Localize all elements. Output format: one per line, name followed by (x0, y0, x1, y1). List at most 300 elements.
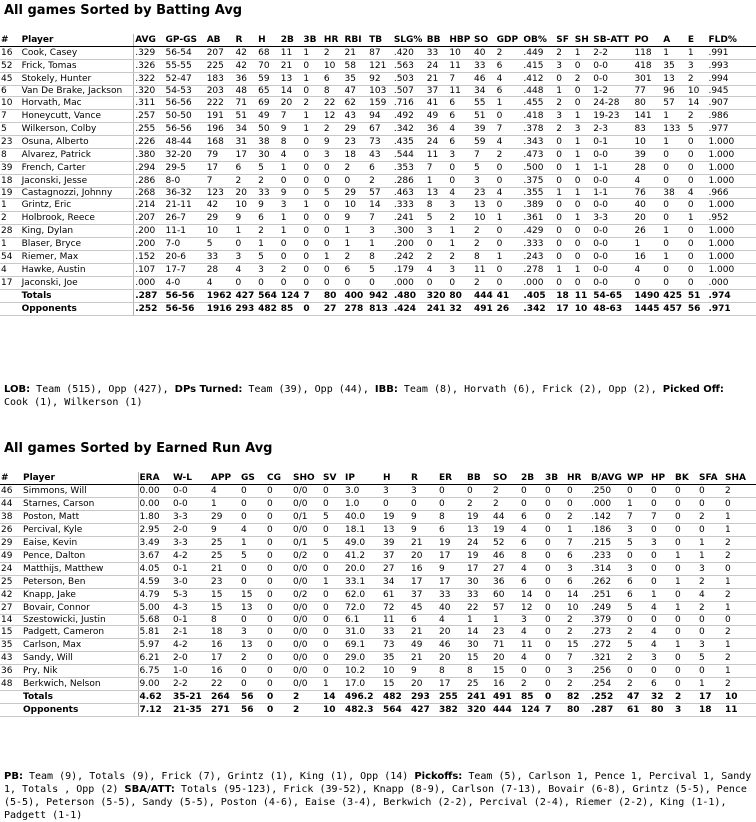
batting-cell: 7 (368, 212, 393, 225)
batting-cell: 8 (0, 149, 21, 162)
batting-cell: 56-54 (165, 47, 206, 60)
batting-cell: 0-0 (592, 199, 633, 212)
pitching-cell: 0 (566, 485, 590, 498)
pitching-header-cell: ER (438, 472, 466, 485)
batting-cell: 121 (368, 60, 393, 73)
batting-cell: 1 (280, 225, 303, 238)
pitching-cell: 33 (382, 626, 410, 639)
pitching-cell: 5 (626, 537, 650, 550)
batting-header-cell: R (234, 34, 257, 47)
batting-cell: 141 (633, 110, 662, 123)
batting-cell: 14 (687, 97, 708, 110)
batting-cell: 22 (323, 97, 344, 110)
batting-cell: 4-0 (165, 277, 206, 290)
pitching-cell: 0 (240, 498, 266, 511)
batting-cell: 77 (633, 86, 662, 97)
pickoff-text: Cook (1), Wilkerson (1) (4, 397, 143, 408)
batting-cell: 34 (234, 123, 257, 136)
pitching-cell: 4 (520, 524, 544, 537)
batting-cell: 6 (496, 86, 523, 97)
pitching-cell: 40 (438, 602, 466, 615)
pitching-cell: 0 (240, 576, 266, 589)
pitching-cell: 0 (520, 485, 544, 498)
batting-cell: 1 (280, 212, 303, 225)
pitching-cell: 1.0 (344, 498, 382, 511)
batting-cell: .952 (707, 212, 756, 225)
pitching-cell: 0 (544, 589, 566, 602)
batting-cell: 19-23 (592, 110, 633, 123)
lob-label: LOB: (4, 384, 31, 395)
batting-cell: .268 (134, 188, 165, 199)
pitching-cell: Berkwich, Nelson (22, 678, 138, 691)
batting-cell: 0 (496, 162, 523, 175)
pitching-cell: 1 (724, 665, 756, 678)
batting-cell: 427 (234, 290, 257, 303)
batting-cell: 36 (426, 123, 449, 136)
batting-cell: 47 (343, 86, 368, 97)
pitching-cell: 491 (492, 691, 520, 704)
batting-cell: 0 (496, 225, 523, 238)
pitching-cell: 5 (322, 537, 344, 550)
pitching-row (0, 563, 756, 576)
batting-cell: 0 (323, 225, 344, 238)
batting-cell: 10 (0, 97, 21, 110)
pitching-cell: 0/0 (292, 524, 322, 537)
batting-cell: 16 (0, 47, 21, 60)
batting-cell: 46 (473, 73, 496, 86)
pitching-cell: 2 (626, 678, 650, 691)
batting-cell: 457 (662, 303, 687, 316)
pitching-cell: 3.0 (344, 485, 382, 498)
pitching-cell: 1 (698, 678, 724, 691)
batting-cell: 0 (302, 225, 323, 238)
pitching-cell: 0 (266, 589, 292, 602)
pitching-cell: 0 (698, 524, 724, 537)
batting-cell: 69 (257, 97, 280, 110)
batting-cell: 2 (496, 149, 523, 162)
pitching-cell: 5 (698, 652, 724, 665)
batting-cell: 87 (368, 47, 393, 60)
pitching-cell: 0 (650, 498, 674, 511)
pitching-cell: Pry, Nik (22, 665, 138, 678)
batting-cell: 37 (426, 86, 449, 97)
batting-cell: 0 (555, 251, 574, 264)
pitching-cell: 12 (520, 602, 544, 615)
batting-cell: 2 (555, 123, 574, 136)
batting-cell: .226 (134, 136, 165, 149)
batting-cell: 159 (368, 97, 393, 110)
batting-cell: .242 (393, 251, 426, 264)
batting-cell: 2 (473, 238, 496, 251)
pitching-cell: 27 (382, 563, 410, 576)
pitching-cell: .249 (590, 602, 626, 615)
pitching-cell: 49 (0, 550, 22, 563)
batting-cell: 21 (426, 73, 449, 86)
pitching-cell: Simmons, Will (22, 485, 138, 498)
pitching-cell: 0 (674, 511, 698, 524)
pitching-cell: 0 (544, 626, 566, 639)
batting-cell: 28 (206, 264, 235, 277)
batting-cell: .435 (393, 136, 426, 149)
batting-cell: 18 (555, 290, 574, 303)
batting-cell: 3 (555, 60, 574, 73)
pitching-cell: 2 (698, 576, 724, 589)
pitching-cell: Bovair, Connor (22, 602, 138, 615)
pitching-cell: 37 (410, 589, 438, 602)
pitching-cell: 0 (674, 652, 698, 665)
batting-cell: .326 (134, 60, 165, 73)
batting-cell: 0 (687, 277, 708, 290)
batting-cell: 0-0 (592, 251, 633, 264)
pitching-cell: 3 (626, 524, 650, 537)
pickoff-label: Picked Off: (662, 384, 724, 395)
batting-cell: 48 (234, 86, 257, 97)
pitching-cell: Starnes, Carson (22, 498, 138, 511)
pitching-cell: 80 (566, 704, 590, 717)
batting-cell: .448 (522, 86, 555, 97)
batting-notes: LOB: Team (515), Opp (427), DPs Turned: Team (39), Opp (44), IBB: Team (8), Horvath (6), Frick (2), Opp (2), Picked Off: Cook (1), Wilkerson (1) (4, 384, 724, 408)
batting-cell: .424 (393, 303, 426, 316)
batting-header-cell: A (662, 34, 687, 47)
batting-cell: 0-0 (592, 149, 633, 162)
pitching-cell: 7 (544, 704, 566, 717)
batting-cell: .412 (522, 73, 555, 86)
batting-cell: 51 (234, 110, 257, 123)
batting-cell: 1 (302, 110, 323, 123)
batting-cell: 0 (302, 60, 323, 73)
pitching-cell: 3-3 (172, 511, 210, 524)
batting-cell: 4 (633, 264, 662, 277)
batting-cell: 0 (662, 264, 687, 277)
pitching-cell: 5.97 (138, 639, 172, 652)
batting-cell: 2 (555, 47, 574, 60)
pitching-cell: 21-35 (172, 704, 210, 717)
pitching-cell: 15 (240, 589, 266, 602)
batting-cell: 1.000 (707, 238, 756, 251)
batting-cell: 54 (0, 251, 21, 264)
pitching-cell: 0 (240, 563, 266, 576)
pitching-cell: .142 (590, 511, 626, 524)
batting-table (0, 34, 756, 316)
batting-cell: 4 (0, 264, 21, 277)
batting-cell: 2 (473, 277, 496, 290)
batting-row (0, 47, 756, 60)
pitching-row (0, 537, 756, 550)
pitching-cell: 0/0 (292, 678, 322, 691)
batting-cell: 2 (234, 175, 257, 188)
batting-cell: 27 (323, 303, 344, 316)
pitching-cell: 0 (674, 537, 698, 550)
pitching-cell: 5 (240, 550, 266, 563)
pitching-cell: 25 (466, 678, 492, 691)
batting-cell: 32 (448, 303, 473, 316)
pitching-cell: 0/0 (292, 652, 322, 665)
batting-cell: 49 (257, 110, 280, 123)
pitching-cell: 61 (382, 589, 410, 602)
pitching-cell: 19 (382, 511, 410, 524)
batting-cell: 10 (633, 136, 662, 149)
batting-cell: 8 (426, 199, 449, 212)
pitching-cell: 11 (520, 639, 544, 652)
pitching-row (0, 678, 756, 691)
pitching-cell: 0 (266, 485, 292, 498)
batting-cell: 67 (368, 123, 393, 136)
pitching-cell: 9 (410, 665, 438, 678)
pitching-cell: 9 (410, 524, 438, 537)
pitching-cell: 41.2 (344, 550, 382, 563)
batting-cell: 0 (302, 86, 323, 97)
pitching-cell: 0 (266, 665, 292, 678)
pitching-cell: Szestowicki, Justin (22, 615, 138, 626)
batting-cell: 6 (234, 162, 257, 175)
batting-cell: 293 (234, 303, 257, 316)
batting-cell: .287 (134, 290, 165, 303)
pitching-cell: 0 (626, 665, 650, 678)
batting-header-cell: SB-ATT (592, 34, 633, 47)
batting-cell: .200 (134, 225, 165, 238)
pitching-cell: .262 (590, 576, 626, 589)
pitching-cell: 15 (566, 639, 590, 652)
batting-cell: 10 (687, 86, 708, 97)
batting-cell: 8 (323, 86, 344, 97)
batting-cell: 10 (448, 47, 473, 60)
batting-cell: .994 (707, 73, 756, 86)
batting-cell: 278 (343, 303, 368, 316)
batting-cell: 1 (687, 212, 708, 225)
pitching-cell: 72 (382, 602, 410, 615)
batting-cell: 0 (574, 238, 593, 251)
batting-cell: .179 (393, 264, 426, 277)
batting-cell: 0 (662, 149, 687, 162)
batting-cell: 813 (368, 303, 393, 316)
batting-cell: 36-32 (165, 188, 206, 199)
pitching-cell: 17 (410, 576, 438, 589)
pitching-cell: 37 (382, 550, 410, 563)
batting-cell: 55-55 (165, 60, 206, 73)
pitching-cell: 0 (724, 563, 756, 576)
batting-cell: Castagnozzi, Johnny (21, 188, 134, 199)
batting-cell: 207 (206, 47, 235, 60)
pitching-header-cell: GS (240, 472, 266, 485)
pitching-cell: 0 (674, 626, 698, 639)
pitching-cell: .252 (590, 691, 626, 704)
batting-cell: 0 (280, 251, 303, 264)
batting-cell: 191 (206, 110, 235, 123)
batting-cell: 0 (687, 264, 708, 277)
pitching-cell: 6 (566, 576, 590, 589)
batting-cell: 1.000 (707, 175, 756, 188)
pitching-cell: 6.21 (138, 652, 172, 665)
batting-cell: 3 (257, 264, 280, 277)
batting-header-cell: OB% (522, 34, 555, 47)
pitching-cell: 1 (492, 615, 520, 626)
batting-row (0, 86, 756, 97)
pitching-cell: .254 (590, 678, 626, 691)
pitching-cell: 0.00 (138, 498, 172, 511)
pitching-table (0, 472, 756, 717)
pitching-cell: 33 (438, 589, 466, 602)
pitching-cell: 4 (650, 626, 674, 639)
batting-cell: 52 (0, 60, 21, 73)
batting-cell: 1 (633, 238, 662, 251)
pitching-cell: 1 (466, 615, 492, 626)
batting-cell: 564 (257, 290, 280, 303)
batting-cell: 2 (426, 251, 449, 264)
batting-cell: 4 (633, 175, 662, 188)
pitching-cell: 34 (382, 576, 410, 589)
batting-cell: Van De Brake, Jackson (21, 86, 134, 97)
pitching-cell: 2-1 (172, 626, 210, 639)
batting-cell: 9 (280, 188, 303, 199)
batting-cell: 4 (496, 136, 523, 149)
batting-cell: 0-0 (592, 73, 633, 86)
pitching-cell: .256 (590, 665, 626, 678)
batting-cell: .343 (522, 136, 555, 149)
pitching-cell: 4-3 (172, 602, 210, 615)
batting-cell: 6 (323, 73, 344, 86)
pitching-cell: .321 (590, 652, 626, 665)
batting-cell: 0 (662, 212, 687, 225)
batting-cell: 3-3 (592, 212, 633, 225)
pitching-cell: 85 (520, 691, 544, 704)
batting-cell: 5 (257, 162, 280, 175)
pitching-cell: 46 (438, 639, 466, 652)
batting-cell: 0 (555, 73, 574, 86)
batting-cell: 20-6 (165, 251, 206, 264)
pitching-cell: 44 (0, 498, 22, 511)
pitching-cell: 1 (724, 524, 756, 537)
pitching-cell: Knapp, Jake (22, 589, 138, 602)
batting-cell: .405 (522, 290, 555, 303)
pitching-cell: 1 (674, 602, 698, 615)
pitching-row (0, 550, 756, 563)
pitching-cell: 0 (322, 639, 344, 652)
pitching-cell: 241 (466, 691, 492, 704)
batting-cell: 43 (368, 149, 393, 162)
batting-cell: 21 (280, 60, 303, 73)
batting-header-cell: HR (323, 34, 344, 47)
batting-cell: 83 (633, 123, 662, 136)
batting-cell: 2 (574, 73, 593, 86)
pitching-cell: 0 (322, 485, 344, 498)
pitching-header-cell: SHA (724, 472, 756, 485)
batting-cell: 11 (473, 264, 496, 277)
pitching-cell: 9 (410, 511, 438, 524)
batting-cell: 36 (234, 73, 257, 86)
batting-cell: .214 (134, 199, 165, 212)
batting-cell: 0 (323, 162, 344, 175)
batting-cell: Stokely, Hunter (21, 73, 134, 86)
batting-cell: 4 (448, 188, 473, 199)
pitching-cell: 496.2 (344, 691, 382, 704)
batting-cell: 11 (426, 149, 449, 162)
batting-cell: 1 (302, 47, 323, 60)
pitching-cell: 0 (266, 652, 292, 665)
batting-cell: 11 (574, 290, 593, 303)
batting-cell: 3 (234, 251, 257, 264)
batting-cell: .507 (393, 86, 426, 97)
batting-cell: 0-0 (592, 277, 633, 290)
batting-cell: .200 (134, 238, 165, 251)
pitching-cell: 14 (466, 626, 492, 639)
batting-cell: 26 (633, 225, 662, 238)
batting-cell: 76 (633, 188, 662, 199)
batting-cell: 1 (574, 110, 593, 123)
pitching-cell: Peterson, Ben (22, 576, 138, 589)
batting-row (0, 199, 756, 212)
pitching-cell: 2 (466, 498, 492, 511)
batting-header-cell: 3B (302, 34, 323, 47)
batting-cell: 0-0 (592, 175, 633, 188)
batting-cell: 2 (448, 212, 473, 225)
batting-cell: 2 (555, 97, 574, 110)
batting-cell: 0 (574, 225, 593, 238)
pitching-cell (0, 704, 22, 717)
batting-cell: Frick, Tomas (21, 60, 134, 73)
pitching-cell: 3 (566, 665, 590, 678)
batting-cell: 1.000 (707, 264, 756, 277)
pitching-header-cell: H (382, 472, 410, 485)
batting-cell: 0 (302, 251, 323, 264)
batting-cell: 0 (555, 175, 574, 188)
pitching-cell: 13 (382, 524, 410, 537)
batting-cell: 0 (280, 175, 303, 188)
pitching-cell: .272 (590, 639, 626, 652)
pitching-totals-row (0, 691, 756, 704)
batting-header-cell: TB (368, 34, 393, 47)
pitching-cell: 0/1 (292, 537, 322, 550)
pitching-cell: 482 (382, 691, 410, 704)
pitching-cell: 3.67 (138, 550, 172, 563)
batting-cell: 1 (302, 73, 323, 86)
pitching-cell: 0 (544, 537, 566, 550)
batting-cell: 1.000 (707, 136, 756, 149)
pitching-cell: 0 (566, 498, 590, 511)
batting-cell: 2 (0, 212, 21, 225)
pitching-cell: 0 (266, 550, 292, 563)
pitching-cell: 0 (438, 485, 466, 498)
batting-cell: 16 (633, 251, 662, 264)
batting-cell: Horvath, Mac (21, 97, 134, 110)
pitching-cell: 19 (492, 524, 520, 537)
pitching-cell: 2 (492, 485, 520, 498)
pitching-cell: 0-1 (172, 615, 210, 626)
pitching-cell: 22 (466, 602, 492, 615)
batting-cell: 1 (662, 136, 687, 149)
batting-cell: .252 (134, 303, 165, 316)
pitching-cell: 0/1 (292, 511, 322, 524)
batting-cell: 11 (280, 47, 303, 60)
batting-cell: 56-56 (165, 97, 206, 110)
pitching-header-cell: B/AVG (590, 472, 626, 485)
pitching-cell: 564 (382, 704, 410, 717)
pitching-cell: 8 (520, 550, 544, 563)
pitching-cell: 0/0 (292, 639, 322, 652)
batting-cell: 5 (257, 251, 280, 264)
pitching-cell: 3 (520, 615, 544, 626)
batting-cell: 5 (368, 264, 393, 277)
pitching-cell: 0 (650, 576, 674, 589)
batting-cell: 2 (687, 110, 708, 123)
batting-cell: 0 (234, 238, 257, 251)
pitching-cell: 4.05 (138, 563, 172, 576)
pitching-cell: 7 (566, 537, 590, 550)
pitching-cell: 43 (0, 652, 22, 665)
batting-cell: 3 (426, 225, 449, 238)
pitching-cell: 17 (438, 678, 466, 691)
pitching-header-cell: SFA (698, 472, 724, 485)
pitching-cell: 0 (266, 678, 292, 691)
